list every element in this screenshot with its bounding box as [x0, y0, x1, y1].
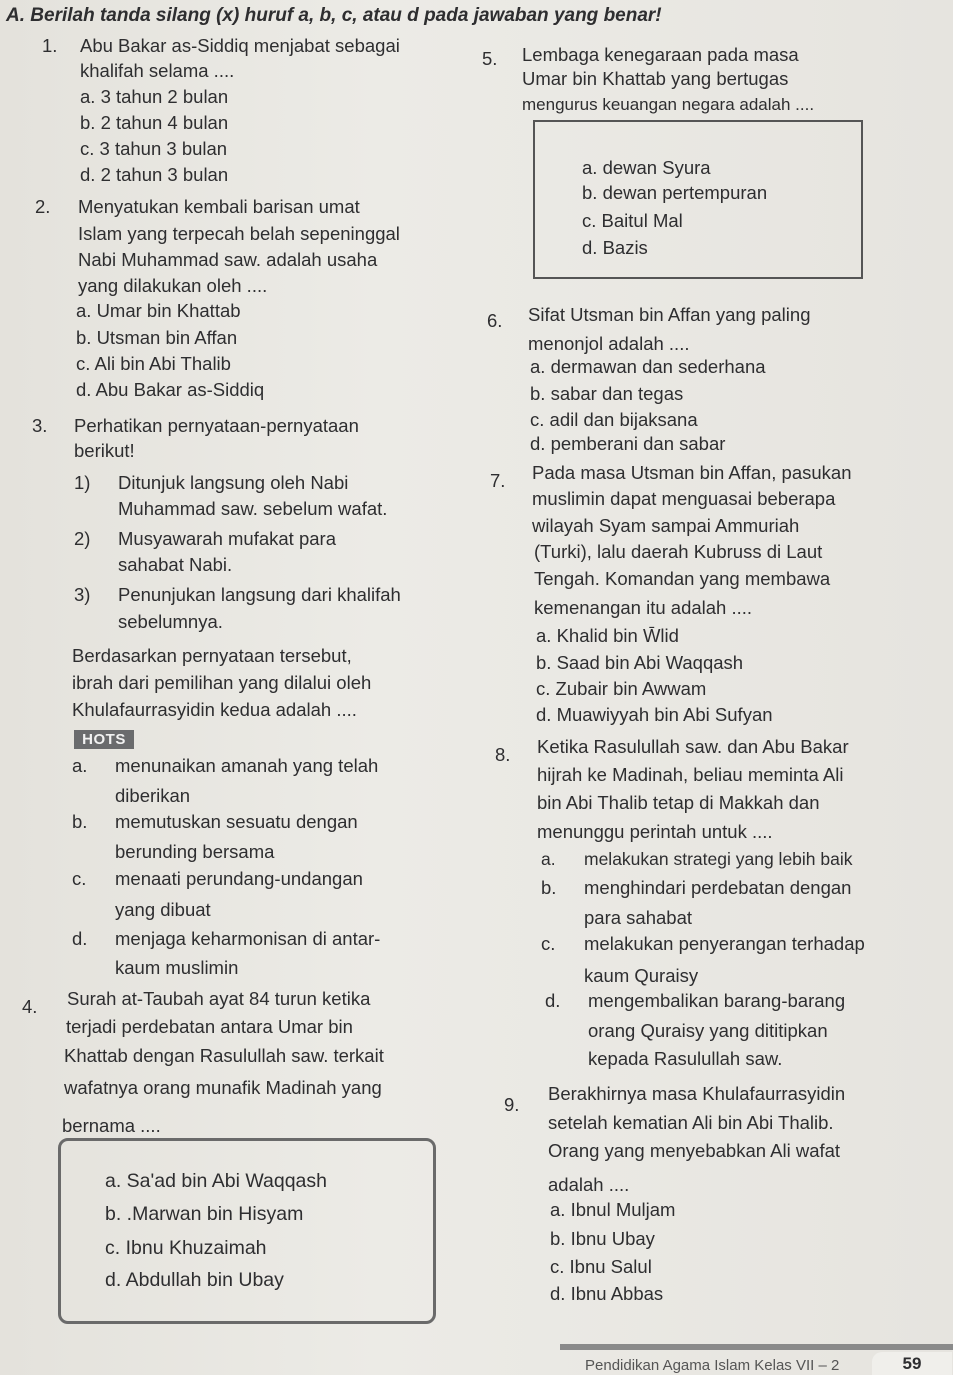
statement-2-line-2: sahabat Nabi.	[118, 554, 233, 575]
question-8-text-line-1: Ketika Rasulullah saw. dan Abu Bakar	[537, 736, 849, 757]
question-1-option-a[interactable]: a. 3 tahun 2 bulan	[80, 86, 229, 107]
question-2-text-line-1: Menyatukan kembali barisan umat	[78, 196, 360, 217]
question-2-text-line-2: Islam yang terpecah belah sepeninggal	[78, 223, 400, 244]
question-5-option-d[interactable]: d. Bazis	[582, 237, 648, 258]
question-6-text-line-1: Sifat Utsman bin Affan yang paling	[528, 304, 811, 325]
question-9-option-c[interactable]: c. Ibnu Salul	[550, 1256, 652, 1277]
question-7-text-line-3: wilayah Syam sampai Ammuriah	[532, 515, 800, 536]
question-1-number: 1.	[42, 35, 58, 56]
question-2-text-line-3: Nabi Muhammad saw. adalah usaha	[78, 249, 378, 270]
question-1-option-c[interactable]: c. 3 tahun 3 bulan	[80, 138, 228, 159]
question-5-option-b[interactable]: b. dewan pertempuran	[582, 182, 768, 203]
question-2-number: 2.	[35, 196, 51, 217]
question-3-option-d-letter[interactable]: d.	[72, 928, 88, 949]
question-7-option-c[interactable]: c. Zubair bin Awwam	[536, 678, 707, 699]
question-1-option-d[interactable]: d. 2 tahun 3 bulan	[80, 164, 229, 185]
question-7-text-line-5: Tengah. Komandan yang membawa	[534, 568, 831, 589]
question-5-text-line-2: Umar bin Khattab yang bertugas	[522, 68, 789, 89]
question-9-option-d[interactable]: d. Ibnu Abbas	[550, 1283, 664, 1304]
question-2-option-b[interactable]: b. Utsman bin Affan	[76, 327, 238, 348]
question-7-text-line-4: (Turki), lalu daerah Kubruss di Laut	[534, 541, 823, 562]
question-4-options-frame	[58, 1138, 436, 1324]
question-3-option-b-line-2[interactable]: berunding bersama	[115, 841, 275, 862]
hots-badge: HOTS	[74, 730, 134, 749]
question-3-option-a-line-2[interactable]: diberikan	[115, 785, 191, 806]
question-2-text-line-4: yang dilakukan oleh ....	[78, 275, 268, 296]
question-3-text-line-2: berikut!	[74, 440, 135, 461]
statement-1-number: 1)	[74, 472, 91, 493]
question-3-option-d-line-2[interactable]: kaum muslimin	[115, 957, 239, 978]
question-6-option-a[interactable]: a. dermawan dan sederhana	[530, 356, 766, 377]
question-2-option-d[interactable]: d. Abu Bakar as-Siddiq	[76, 379, 265, 400]
question-4-option-b[interactable]: b. .Marwan bin Hisyam	[105, 1203, 304, 1225]
question-6-text-line-2: menonjol adalah ....	[528, 333, 690, 354]
question-6-option-c[interactable]: c. adil dan bijaksana	[530, 409, 698, 430]
question-9-number: 9.	[504, 1094, 520, 1115]
question-8-option-a-letter[interactable]: a.	[541, 849, 556, 869]
statement-3-line-2: sebelumnya.	[118, 611, 223, 632]
question-7-option-a[interactable]: a. Khalid bin W̄lid	[536, 625, 679, 646]
question-9-text-line-3: Orang yang menyebabkan Ali wafat	[548, 1140, 841, 1161]
question-8-option-d-line-2[interactable]: orang Quraisy yang dititipkan	[588, 1020, 828, 1041]
question-8-option-c-line-1[interactable]: melakukan penyerangan terhadap	[584, 933, 865, 954]
question-6-number: 6.	[487, 310, 503, 331]
question-9-option-a[interactable]: a. Ibnul Muljam	[550, 1199, 676, 1220]
question-5-option-a[interactable]: a. dewan Syura	[582, 157, 711, 178]
question-8-option-b-line-1[interactable]: menghindari perdebatan dengan	[584, 877, 852, 898]
question-7-option-d[interactable]: d. Muawiyyah bin Abi Sufyan	[536, 704, 773, 725]
question-1-option-b[interactable]: b. 2 tahun 4 bulan	[80, 112, 229, 133]
question-3-option-b-line-1[interactable]: memutuskan sesuatu dengan	[115, 811, 358, 832]
question-2-option-c[interactable]: c. Ali bin Abi Thalib	[76, 353, 231, 374]
question-7-number: 7.	[490, 470, 506, 491]
statement-1-line-2: Muhammad saw. sebelum wafat.	[118, 498, 388, 519]
question-8-text-line-3: bin Abi Thalib tetap di Makkah dan	[537, 792, 820, 813]
question-3-option-c-letter[interactable]: c.	[72, 868, 87, 889]
question-4-option-a[interactable]: a. Sa'ad bin Abi Waqqash	[105, 1170, 327, 1192]
question-4-option-c[interactable]: c. Ibnu Khuzaimah	[105, 1237, 267, 1259]
footer-book-title: Pendidikan Agama Islam Kelas VII – 2	[585, 1357, 840, 1374]
question-3-option-b-letter[interactable]: b.	[72, 811, 88, 832]
question-2-option-a[interactable]: a. Umar bin Khattab	[76, 300, 241, 321]
question-9-option-b[interactable]: b. Ibnu Ubay	[550, 1228, 655, 1249]
question-5-text-line-1: Lembaga kenegaraan pada masa	[522, 44, 799, 65]
question-3-option-c-line-2[interactable]: yang dibuat	[115, 899, 211, 920]
question-5-option-c[interactable]: c. Baitul Mal	[582, 210, 683, 231]
question-7-text-line-1: Pada masa Utsman bin Affan, pasukan	[532, 462, 852, 483]
question-5-number: 5.	[482, 48, 498, 69]
question-8-text-line-4: menunggu perintah untuk ....	[537, 821, 773, 842]
question-8-option-c-letter[interactable]: c.	[541, 933, 556, 954]
question-3-option-a-letter[interactable]: a.	[72, 755, 88, 776]
question-8-option-b-letter[interactable]: b.	[541, 877, 557, 898]
instruction-heading: A. Berilah tanda silang (x) huruf a, b, c, atau d pada jawaban yang benar!	[6, 5, 662, 26]
question-9-text-line-2: setelah kematian Ali bin Abi Thalib.	[548, 1112, 834, 1133]
statement-3-number: 3)	[74, 584, 91, 605]
question-4-text-line-1: Surah at-Taubah ayat 84 turun ketika	[67, 988, 371, 1009]
question-5-text-line-3: mengurus keuangan negara adalah ....	[522, 95, 815, 114]
question-6-option-b[interactable]: b. sabar dan tegas	[530, 383, 684, 404]
question-1-text-line-1: Abu Bakar as-Siddiq menjabat sebagai	[80, 35, 400, 56]
question-8-text-line-2: hijrah ke Madinah, beliau meminta Ali	[537, 764, 844, 785]
question-4-text-line-4: wafatnya orang munafik Madinah yang	[64, 1077, 382, 1098]
question-4-number: 4.	[22, 996, 38, 1017]
footer-bar	[560, 1344, 953, 1350]
question-3-option-c-line-1[interactable]: menaati perundang-undangan	[115, 868, 363, 889]
question-3-option-d-line-1[interactable]: menjaga keharmonisan di antar-	[115, 928, 381, 949]
question-8-option-d-line-1[interactable]: mengembalikan barang-barang	[588, 990, 846, 1011]
question-8-option-b-line-2[interactable]: para sahabat	[584, 907, 693, 928]
question-8-number: 8.	[495, 744, 511, 765]
question-3-stem-line-2: ibrah dari pemilihan yang dilalui oleh	[72, 672, 372, 693]
question-3-option-a-line-1[interactable]: menunaikan amanah yang telah	[115, 755, 379, 776]
question-7-text-line-6: kemenangan itu adalah ....	[534, 597, 753, 618]
question-9-text-line-4: adalah ....	[548, 1174, 630, 1195]
question-8-option-d-letter[interactable]: d.	[545, 990, 561, 1011]
statement-1-line-1: Ditunjuk langsung oleh Nabi	[118, 472, 349, 493]
question-8-option-d-line-3[interactable]: kepada Rasulullah saw.	[588, 1048, 783, 1069]
question-3-text-line-1: Perhatikan pernyataan-pernyataan	[74, 415, 359, 436]
question-3-number: 3.	[32, 415, 48, 436]
question-4-text-line-2: terjadi perdebatan antara Umar bin	[66, 1016, 353, 1037]
question-4-text-line-3: Khattab dengan Rasulullah saw. terkait	[64, 1045, 384, 1066]
statement-3-line-1: Penunjukan langsung dari khalifah	[118, 584, 401, 605]
question-4-option-d[interactable]: d. Abdullah bin Ubay	[105, 1269, 284, 1291]
question-4-text-line-5: bernama ....	[62, 1115, 161, 1136]
question-9-text-line-1: Berakhirnya masa Khulafaurrasyidin	[548, 1083, 846, 1104]
question-6-option-d[interactable]: d. pemberani dan sabar	[530, 433, 726, 454]
question-3-stem-line-3: Khulafaurrasyidin kedua adalah ....	[72, 699, 357, 720]
statement-2-line-1: Musyawarah mufakat para	[118, 528, 336, 549]
question-8-option-c-line-2[interactable]: kaum Quraisy	[584, 965, 699, 986]
question-7-option-b[interactable]: b. Saad bin Abi Waqqash	[536, 652, 744, 673]
statement-2-number: 2)	[74, 528, 91, 549]
question-3-stem-line-1: Berdasarkan pernyataan tersebut,	[72, 645, 352, 666]
question-8-option-a-line-1[interactable]: melakukan strategi yang lebih baik	[584, 849, 853, 869]
page-number: 59	[872, 1352, 952, 1375]
question-7-text-line-2: muslimin dapat menguasai beberapa	[532, 488, 836, 509]
question-1-text-line-2: khalifah selama ....	[80, 60, 235, 81]
